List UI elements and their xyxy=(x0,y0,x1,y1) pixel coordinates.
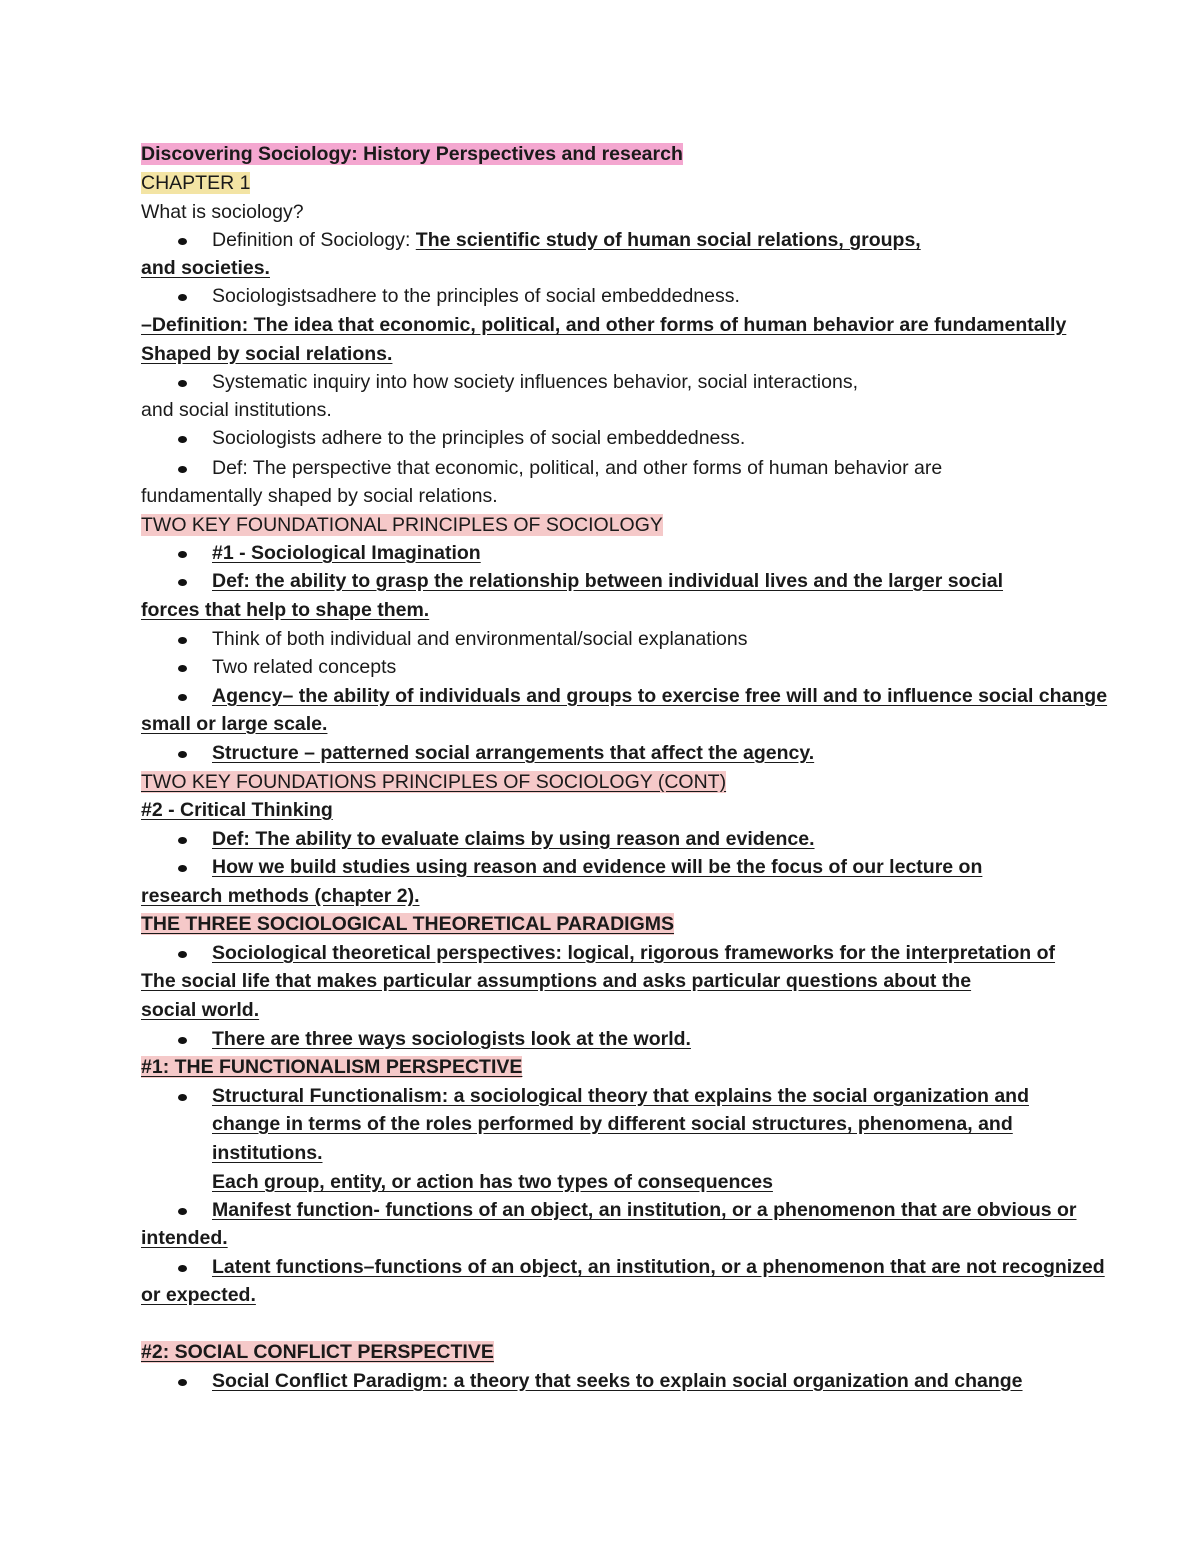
definition-continuation-text: and societies. xyxy=(141,257,270,279)
theoretical-perspectives-continuation-1: The social life that makes particular assumptions and asks particular questions about the xyxy=(141,970,972,992)
document-title: Discovering Sociology: History Perspectives and research xyxy=(141,143,683,165)
bullet-icon xyxy=(178,436,187,443)
bullet-icon xyxy=(178,865,187,872)
manifest-function-continuation: intended. xyxy=(141,1227,228,1249)
principles-cont-heading-line xyxy=(141,768,1200,796)
imagination-definition-continuation: forces that help to shape them. xyxy=(141,599,430,621)
consequences-line: Each group, entity, or action has two types of consequences xyxy=(212,1171,773,1193)
document-title-line xyxy=(141,140,1200,168)
systematic-inquiry-line: Systematic inquiry into how society influences behavior, social interactions, xyxy=(212,371,858,393)
theoretical-perspectives-line: Sociological theoretical perspectives: logical, rigorous frameworks for the interpretation of xyxy=(212,942,1056,964)
perspective-definition-continuation: fundamentally shaped by social relations. xyxy=(141,485,498,507)
bullet-icon xyxy=(178,1094,187,1101)
definition-line xyxy=(212,226,1200,254)
theoretical-perspectives-continuation-2: social world. xyxy=(141,999,260,1021)
bullet-icon xyxy=(178,694,187,701)
structural-functionalism-line-3: institutions. xyxy=(212,1142,323,1164)
manifest-function-line: Manifest function- functions of an object, an institution, or a phenomenon that are obvious or xyxy=(212,1199,1077,1221)
chapter-label: CHAPTER 1 xyxy=(141,172,251,194)
explanations-line: Think of both individual and environmental/social explanations xyxy=(212,628,748,650)
agency-continuation: small or large scale. xyxy=(141,713,328,735)
definition-text: The scientific study of human social relations, groups, xyxy=(415,229,921,251)
bullet-icon xyxy=(178,751,187,758)
bullet-icon xyxy=(178,1379,187,1386)
related-concepts-line: Two related concepts xyxy=(212,656,397,678)
agency-line: Agency– the ability of individuals and groups to exercise free will and to influence social change xyxy=(212,685,1108,707)
conflict-heading-line xyxy=(141,1338,1200,1366)
structural-functionalism-line-1: Structural Functionalism: a sociological theory that explains the social organization and xyxy=(212,1085,1029,1107)
bullet-icon xyxy=(178,238,187,245)
imagination-definition-line: Def: the ability to grasp the relationship between individual lives and the larger social xyxy=(212,570,1004,592)
principles-heading-line xyxy=(141,511,1200,539)
sociological-imagination-line: #1 - Sociological Imagination xyxy=(212,542,481,564)
critical-thinking-definition: Def: The ability to evaluate claims by using reason and evidence. xyxy=(212,828,815,850)
definition-continuation xyxy=(141,254,1200,282)
embeddedness-definition-line-2: Shaped by social relations. xyxy=(141,343,393,365)
bullet-icon xyxy=(178,1208,187,1215)
structural-functionalism-line-2: change in terms of the roles performed by different social structures, phenomena, and xyxy=(212,1113,1013,1135)
paradigms-heading: THE THREE SOCIOLOGICAL THEORETICAL PARADIGMS xyxy=(141,913,675,935)
structure-line: Structure – patterned social arrangements that affect the agency. xyxy=(212,742,815,764)
research-lecture-line: How we build studies using reason and evidence will be the focus of our lecture on xyxy=(212,856,983,878)
chapter-line xyxy=(141,169,1200,197)
bullet-icon xyxy=(178,380,187,387)
bullet-icon xyxy=(178,551,187,558)
bullet-icon xyxy=(178,466,187,473)
bullet-icon xyxy=(178,294,187,301)
perspective-definition-line: Def: The perspective that economic, political, and other forms of human behavior are xyxy=(212,457,943,479)
three-ways-line: There are three ways sociologists look at the world. xyxy=(212,1028,691,1050)
social-conflict-paradigm-line: Social Conflict Paradigm: a theory that seeks to explain social organization and change xyxy=(212,1370,1023,1392)
principles-heading: TWO KEY FOUNDATIONAL PRINCIPLES OF SOCIOLOGY xyxy=(141,514,663,536)
question-line: What is sociology? xyxy=(141,201,304,223)
definition-label: Definition of Sociology: xyxy=(212,229,416,251)
embeddedness-definition-line-1: –Definition: The idea that economic, political, and other forms of human behavior are fundamentally xyxy=(141,314,1067,336)
research-lecture-continuation: research methods (chapter 2). xyxy=(141,885,420,907)
bullet-icon xyxy=(178,637,187,644)
bullet-icon xyxy=(178,665,187,672)
critical-thinking-heading: #2 - Critical Thinking xyxy=(141,799,333,821)
principles-cont-heading: TWO KEY FOUNDATIONS PRINCIPLES OF SOCIOLOGY (CONT) xyxy=(141,771,727,793)
latent-functions-continuation: or expected. xyxy=(141,1284,256,1306)
bullet-icon xyxy=(178,837,187,844)
embeddedness-line: Sociologistsadhere to the principles of social embeddedness. xyxy=(212,285,740,307)
systematic-inquiry-continuation: and social institutions. xyxy=(141,399,332,421)
bullet-icon xyxy=(178,951,187,958)
functionalism-heading: #1: THE FUNCTIONALISM PERSPECTIVE xyxy=(141,1056,523,1078)
bullet-icon xyxy=(178,1037,187,1044)
functionalism-heading-line xyxy=(141,1053,1200,1081)
conflict-heading: #2: SOCIAL CONFLICT PERSPECTIVE xyxy=(141,1341,494,1363)
paradigms-heading-line xyxy=(141,910,1200,938)
latent-functions-line: Latent functions–functions of an object, an institution, or a phenomenon that are not recognized xyxy=(212,1256,1105,1278)
embeddedness-line-2: Sociologists adhere to the principles of social embeddedness. xyxy=(212,427,746,449)
bullet-icon xyxy=(178,579,187,586)
bullet-icon xyxy=(178,1265,187,1272)
